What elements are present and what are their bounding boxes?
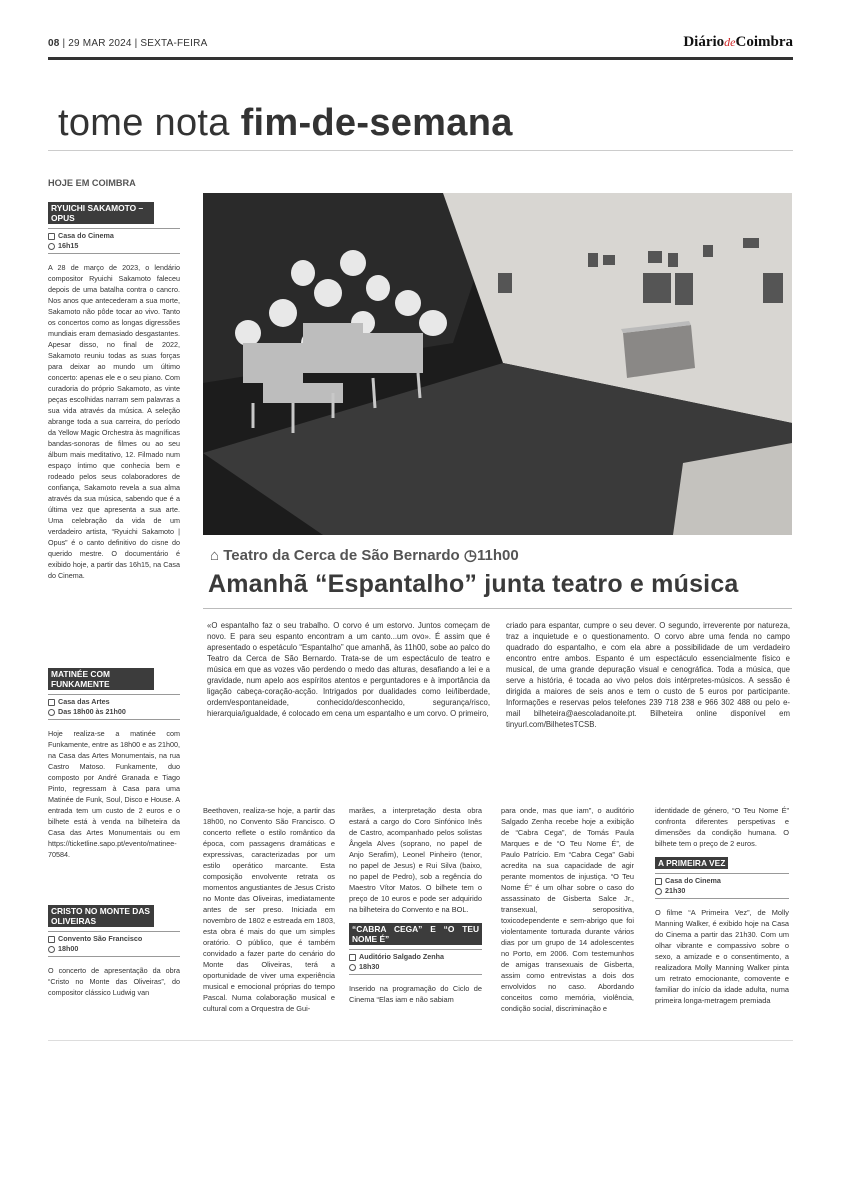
venue-icon <box>48 699 55 706</box>
newspaper-logo: DiáriodeCoimbra <box>683 34 793 50</box>
event-body: O concerto de apresentação da obra “Cristo no Monte das Oliveiras”, do compositor clássico Ludwig van <box>48 966 180 997</box>
column-text: identidade de género, “O Teu Nome É” confronta diferentes perspetivas e dimensões da condição humana. O bilhete tem o preço de 2 euros. <box>655 806 789 848</box>
clock-icon <box>655 888 662 895</box>
event-sakamoto <box>48 202 180 591</box>
theatre-scene-image <box>203 193 792 535</box>
column-text: Beethoven, realiza-se hoje, a partir das 18h00, no Convento São Francisco. O concerto reflete o estilo romântico da época, com passagens dramáticas e expressivas, caracterizadas por um estilo operático marcante. Esta composição envolvente retrata os momentos angustiantes de Jesus Cristo no Monte das Oliveiras, imediatamente antes de ser preso. Iniciada em novembro de 1802 e estreada em 1803, esta obra é mais do que um simples oratório. O público, que é também convidado a fazer parte do cenário do Monte das Oliveiras, terá a oportunidade de viver uma experiência musical e emocional próprias do tempo Pascal. Numa colaboração musical e cultural com a Orquestra de Gui- <box>203 806 335 1013</box>
event-info: Casa do Cinema 16h15 <box>48 228 180 254</box>
text-column-4 <box>655 805 789 1006</box>
clock-icon <box>48 946 55 953</box>
bottom-rule <box>48 1040 793 1041</box>
column-text: para onde, mas que iam”, o auditório Salgado Zenha recebe hoje a exibição de “Cabra Cega”, de Tomás Paula Marques e de “O Teu Nome É”, de Paulo Patrício. Em “Cabra Cega” Gabi acredita na sua capacidade de agir perante momentos de injustiça. “O Teu Nome É” é um olhar sobre o caso do assassinato de Gisberta Salce Jr., transexual, seropositiva, toxicodependente e sem-abrigo que foi violentamente torturada durante vários dias por um grupo de 14 adolescentes no Porto, em 2006. Com testemunhos de amigas transexuais de Gisberta, assim como entrevistas a dois dos envolvidos no caso. Abordando conceitos como memória, violência, condição social, discriminação e <box>501 806 634 1013</box>
event-tag: CRISTO NO MONTE DAS OLIVEIRAS <box>48 905 154 927</box>
headline-rule <box>203 608 792 609</box>
venue-icon <box>48 233 55 240</box>
page-number: 08 <box>48 38 60 49</box>
event-info: Casa das Artes Das 18h00 às 21h00 <box>48 694 180 720</box>
column-text: O filme “A Primeira Vez”, de Molly Manning Walker, é exibido hoje na Casa do Cinema a partir das 21h30. Com um olhar vibrante e compassivo sobre o sexo, a amizade e o consentimento, a realizadora Molly Manning Walker pinta um retrato emocionante, comovente e familiar do início da idade adulta, numa primeira longa-metragem premiada <box>655 908 789 1005</box>
clock-icon <box>349 964 356 971</box>
stage-photo <box>203 193 792 535</box>
section-title: tome nota fim-de-semana <box>58 102 513 144</box>
event-cristo <box>48 905 180 1008</box>
issue-date: 29 MAR 2024 <box>68 38 132 49</box>
text-column-1 <box>203 805 335 1014</box>
masthead-rule <box>48 57 793 60</box>
event-funkamente <box>48 668 180 870</box>
house-icon: ⌂ <box>210 547 220 564</box>
event-tag: A PRIMEIRA VEZ <box>655 857 728 869</box>
event-info: Auditório Salgado Zenha 18h30 <box>349 949 482 975</box>
left-column <box>48 178 180 997</box>
venue-icon <box>349 954 356 961</box>
page-info: 08 | 29 MAR 2024 | SEXTA-FEIRA <box>48 38 208 49</box>
lead-text-right: criado para espantar, cumpre o seu dever. O segundo, irreverente por natureza, traz a inquietude e o questionamento. O corvo abre uma fenda no campo quadrado do espantalho, e com ela abre a possibilidade de um verdadeiro encontro entre ambos. Espanto é um espectáculo essencialmente físico e musical, de uma grande depuração visual e cenográfica. Toda a música, que serve a história, é tocada ao vivo pelos dois intérpretes-músicos. A sessão é dirigida a maiores de seis anos e tem o custo de 5 euros por participante. Informações e reservas pelos telefones 239 718 238 e 966 302 488 ou pelo e-mail bilheteira@aescoladanoite.pt. Bilheteira online disponível em tinyurl.com/BilhetesTCSB. <box>506 621 790 729</box>
main-headline: Amanhã “Espantalho” junta teatro e música <box>208 570 739 598</box>
location-name: Teatro da Cerca de São Bernardo <box>223 547 460 564</box>
event-location-line <box>210 546 519 564</box>
column-kicker: HOJE EM COIMBRA <box>48 178 136 188</box>
event-tag: MATINÉE COM FUNKAMENTE <box>48 668 154 690</box>
event-time: 11h00 <box>476 547 519 564</box>
venue-icon <box>655 878 662 885</box>
event-info: Convento São Francisco 18h00 <box>48 931 180 957</box>
venue-icon <box>48 936 55 943</box>
masthead <box>48 34 793 56</box>
clock-icon <box>48 243 55 250</box>
event-body: Hoje realiza-se a matinée com Funkamente, entre as 18h00 e as 21h00, na Casa das Artes Monumentais, na rua Castro Matoso. Funkamente, duo composto por André Granada e Tiago Pinto, regressam à Casa para uma Matinée de Funk, Soul, Disco e House. A entrada tem um custo de 2 euros e o bilhete está à venda na bilheteira da Casa das Artes Monumentais ou em https://ticketline.sapo.pt/evento/matinee-70584. <box>48 729 180 859</box>
clock-icon: ◷ <box>463 547 477 564</box>
column-text: Inserido na programação do Ciclo de Cinema “Elas iam e não sabiam <box>349 984 482 1004</box>
text-column-2 <box>349 805 482 1005</box>
title-rule <box>48 150 793 151</box>
event-body: A 28 de março de 2023, o lendário compositor Ryuichi Sakamoto faleceu depois de uma batalha contra o cancro. Nos anos que antecederam a sua morte, Sakamoto não pôde tocar ao vivo. Tanto os concertos como as longas digressões mundiais eram demasiado desgastantes. Apesar disso, no final de 2022, Sakamoto reuniu todas as suas forças para deixar ao mundo um último concerto: apenas ele e o seu piano. Com curadoria do próprio Sakamoto, as vinte peças escolhidas narram sem palavras a sua vida através da música. A seleção abrange toda a sua carreira, do período da Yellow Magic Orchestra às magníficas bandas-sonoras de filmes ou ao seu álbum mais meditativo, 12. Filmado num espaço íntimo que conhecia bem e rodeado pelos seus colaboradores de confiança, Sakamoto revela a sua alma através da sua música, sabendo que é a última vez que apresenta a sua arte. Uma celebração da vida de um verdadeiro artista, “Ryuichi Sakamoto | Opus” é o canto definitivo do cisne do querido mestre. O documentário é exibido hoje, a partir das 16h15, na Casa do Cinema. <box>48 263 180 580</box>
event-tag: RYUICHI SAKAMOTO – OPUS <box>48 202 154 224</box>
clock-icon <box>48 709 55 716</box>
column-text: marães, a interpretação desta obra estará a cargo do Coro Sinfónico Inês de Castro, acompanhado pelos solistas Ângela Alves (soprano, no papel de Anjo Serafim), Leonel Pinheiro (tenor, no papel de Jesus) e Rui Silva (baixo, no papel de Pedro), sob a regência do Maestro Vítor Matos. O bilhete tem o preço de 10 euros e pode ser adquirido na bilheteira do Convento e na BOL. <box>349 806 482 914</box>
event-tag: “CABRA CEGA” E “O TEU NOME É” <box>349 923 482 945</box>
lead-text-left: «O espantalho faz o seu trabalho. O corvo é um estorvo. Juntos começam de novo. E para seu espanto encontram a um canto...um ovo». É assim que é apresentado o espetáculo “Espantalho” que amanhã, às 11h00, sobe ao palco do Teatro da Cerca de São Bernardo. Trata-se de um espectáculo de teatro e música em que as vozes vão perdendo o medo das alturas, desafiando a lei e a gravidade, num apelo aos espíritos atentos e perguntadores e à importância da ligação cabeça-coração-acção. Intrigados por dualidades como lei/liberdade, ordem/espontaneidade, conhecido/desconhecido, segurança/risco, hierarquia/igualdade, é colocado em cena um espantalho e um corvo. O primeiro, <box>207 621 490 718</box>
event-info: Casa do Cinema 21h30 <box>655 873 789 899</box>
weekday: SEXTA-FEIRA <box>140 38 208 49</box>
text-column-3 <box>501 805 634 1014</box>
